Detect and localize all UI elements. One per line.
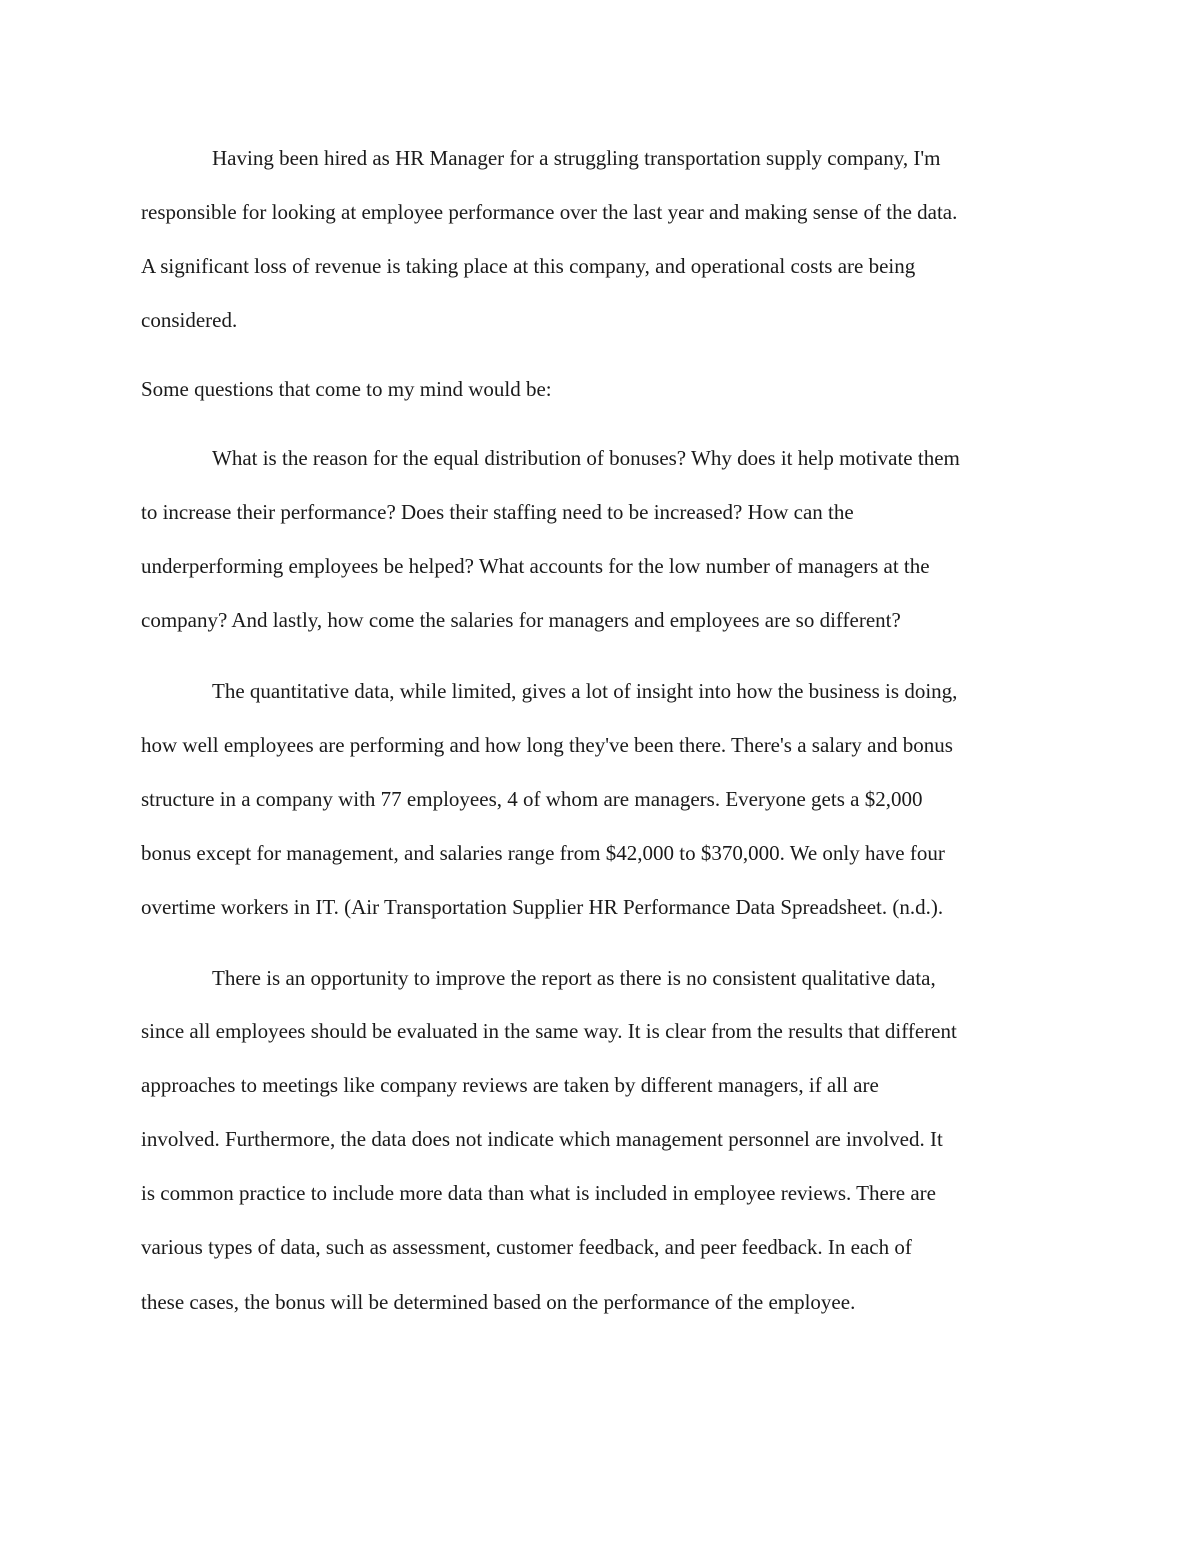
qualitative-line-7: these cases, the bonus will be determined based on the performance of the employee. bbox=[141, 1290, 856, 1314]
quantitative-line-1: The quantitative data, while limited, gives a lot of insight into how the business is doing, bbox=[212, 679, 958, 703]
questions-line-4: company? And lastly, how come the salaries for managers and employees are so different? bbox=[141, 608, 901, 632]
questions-line-3: underperforming employees be helped? What accounts for the low number of managers at the bbox=[141, 554, 930, 578]
qualitative-line-4: involved. Furthermore, the data does not indicate which management personnel are involved. It bbox=[141, 1127, 943, 1151]
quantitative-line-5: overtime workers in IT. (Air Transportation Supplier HR Performance Data Spreadsheet. (n.d.). bbox=[141, 895, 944, 919]
questions-line-2: to increase their performance? Does their staffing need to be increased? How can the bbox=[141, 500, 854, 524]
qualitative-line-3: approaches to meetings like company reviews are taken by different managers, if all are bbox=[141, 1073, 879, 1097]
intro-line-4: considered. bbox=[141, 308, 238, 332]
intro-line-2: responsible for looking at employee performance over the last year and making sense of the data. bbox=[141, 200, 958, 224]
quantitative-line-2: how well employees are performing and how long they've been there. There's a salary and bonus bbox=[141, 733, 953, 757]
questions-heading: Some questions that come to my mind would be: bbox=[141, 377, 552, 401]
qualitative-line-1: There is an opportunity to improve the report as there is no consistent qualitative data, bbox=[212, 966, 936, 990]
questions-line-1: What is the reason for the equal distribution of bonuses? Why does it help motivate them bbox=[212, 446, 960, 470]
intro-line-3: A significant loss of revenue is taking place at this company, and operational costs are being bbox=[141, 254, 916, 278]
qualitative-line-6: various types of data, such as assessment, customer feedback, and peer feedback. In each of bbox=[141, 1235, 912, 1259]
intro-line-1: Having been hired as HR Manager for a struggling transportation supply company, I'm bbox=[212, 146, 941, 170]
qualitative-line-5: is common practice to include more data than what is included in employee reviews. There are bbox=[141, 1181, 936, 1205]
quantitative-line-3: structure in a company with 77 employees, 4 of whom are managers. Everyone gets a $2,000 bbox=[141, 787, 923, 811]
qualitative-line-2: since all employees should be evaluated in the same way. It is clear from the results that different bbox=[141, 1019, 957, 1043]
quantitative-line-4: bonus except for management, and salaries range from $42,000 to $370,000. We only have four bbox=[141, 841, 945, 865]
